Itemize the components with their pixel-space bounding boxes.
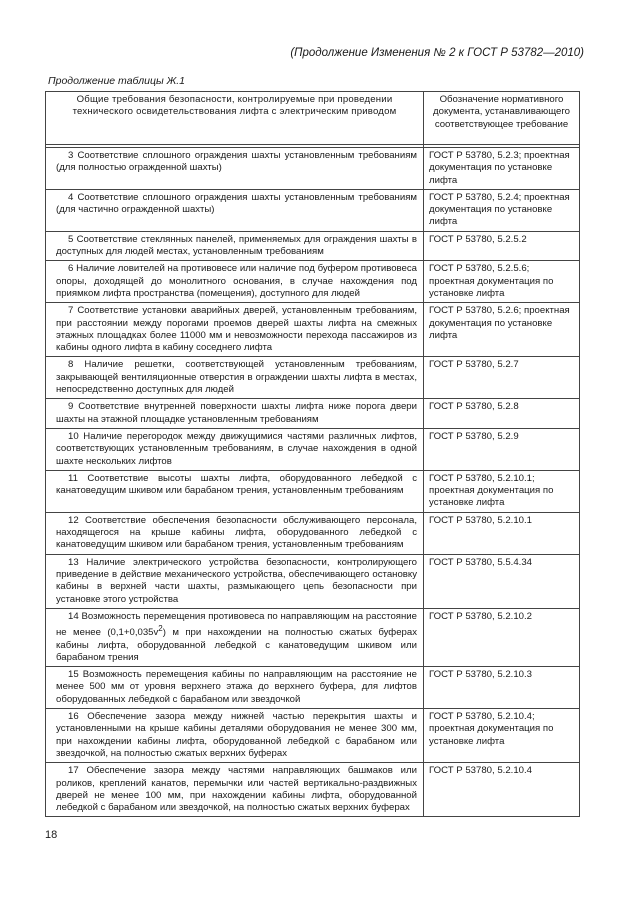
table-row (46, 148, 580, 190)
table-row (46, 709, 580, 763)
column-header-requirements: Общие требования безопасности, контролируемые при проведении технического освидетельствования лифта с электрическим приводом (46, 92, 424, 145)
table-row (46, 303, 580, 357)
table-row (46, 189, 580, 231)
table-caption: Продолжение таблицы Ж.1 (48, 75, 185, 87)
reference-cell: ГОСТ Р 53780, 5.2.10.4 (424, 763, 580, 817)
page-number: 18 (45, 829, 58, 841)
reference-cell: ГОСТ Р 53780, 5.2.8 (424, 399, 580, 429)
reference-cell: ГОСТ Р 53780, 5.2.6; проектная документация по установке лифта (424, 303, 580, 357)
requirement-cell: 6 Наличие ловителей на противовесе или наличие под буфером противовеса опоры, доходящей до монолитного основания, в случае нахождения под приямком лифта пространства (помещения), доступного для людей (46, 261, 424, 303)
table-row (46, 470, 580, 512)
requirement-cell: 3 Соответствие сплошного ограждения шахты установленным требованиям (для полностью огражденной шахты) (46, 148, 424, 190)
reference-cell: ГОСТ Р 53780, 5.2.5.6; проектная документация по установке лифта (424, 261, 580, 303)
requirement-cell: 4 Соответствие сплошного ограждения шахты установленным требованиям (для частично огражденной шахты) (46, 189, 424, 231)
table-row (46, 428, 580, 470)
requirement-cell: 7 Соответствие установки аварийных дверей, установленным требованиям, при расстоянии между порогами проемов дверей шахты лифта на смежных этажных площадках более 11000 мм и невозможности перехода пассажиров из кабины одного лифта в кабину соседнего лифта (46, 303, 424, 357)
reference-cell: ГОСТ Р 53780, 5.2.7 (424, 357, 580, 399)
reference-cell: ГОСТ Р 53780, 5.2.10.4; проектная документация по установке лифта (424, 709, 580, 763)
requirement-cell (46, 608, 424, 666)
continuation-header: (Продолжение Изменения № 2 к ГОСТ Р 53782—2010) (290, 47, 584, 59)
requirement-text-end: ) м при нахождении на полностью сжатых буферах кабины лифта, оборудованной лебедкой с канатоведущим шкивом или барабаном трения (56, 627, 417, 663)
table-row (46, 261, 580, 303)
table-row (46, 763, 580, 817)
reference-cell: ГОСТ Р 53780, 5.2.10.1; проектная документация по установке лифта (424, 470, 580, 512)
column-header-document: Обозначение нормативного документа, устанавливающего соответствующее требование (424, 92, 580, 145)
table-row (46, 512, 580, 554)
superscript-exponent: 2 (158, 624, 163, 634)
table-row (46, 399, 580, 429)
requirement-text-start: 14 Возможность перемещения противовеса по направляющим на расстояние не менее (0,1+0,035v (56, 610, 417, 639)
reference-cell: ГОСТ Р 53780, 5.2.10.2 (424, 608, 580, 666)
requirement-cell: 15 Возможность перемещения кабины по направляющим на расстояние не менее 500 мм от уровня верхнего этажа до верхнего буфера, для лифтов оборудованных лебедкой с барабаном или звездочкой (46, 667, 424, 709)
reference-cell: ГОСТ Р 53780, 5.2.5.2 (424, 231, 580, 261)
requirement-cell: 8 Наличие решетки, соответствующей установленным требованиям, закрывающей вентиляционные отверстия в ограждении шахты лифта в местах, непосредственно доступных для людей (46, 357, 424, 399)
requirement-cell: 17 Обеспечение зазора между частями направляющих башмаков или роликов, креплений канатов, перемычки или частей вертикально-раздвижных дверей не менее 100 мм, при нахождении кабины лифта, оборудованной лебедкой с барабаном или звездочкой, на полностью сжатых верхних буферах (46, 763, 424, 817)
requirement-cell: 16 Обеспечение зазора между нижней частью перекрытия шахты и установленными на крыше кабины деталями оборудования не менее 300 мм, при нахождении кабины лифта, оборудованной лебедкой с барабаном или звездочкой, на полностью сжатых верхних буферах (46, 709, 424, 763)
reference-cell: ГОСТ Р 53780, 5.2.4; проектная документация по установке лифта (424, 189, 580, 231)
table-row (46, 608, 580, 666)
reference-cell: ГОСТ Р 53780, 5.2.3; проектная документация по установке лифта (424, 148, 580, 190)
requirement-cell: 5 Соответствие стеклянных панелей, применяемых для ограждения шахты в доступных для людей местах, установленным требованиям (46, 231, 424, 261)
table-row (46, 554, 580, 608)
table-row (46, 667, 580, 709)
requirement-cell: 9 Соответствие внутренней поверхности шахты лифта ниже порога двери шахты на этажной площадке установленным требованиям (46, 399, 424, 429)
requirement-cell: 11 Соответствие высоты шахты лифта, оборудованного лебедкой с канатоведущим шкивом или барабаном трения, установленным требованиям (46, 470, 424, 512)
table-row (46, 231, 580, 261)
reference-cell: ГОСТ Р 53780, 5.2.10.3 (424, 667, 580, 709)
requirements-table (45, 91, 580, 817)
requirement-cell: 12 Соответствие обеспечения безопасности обслуживающего персонала, находящегося на крыше кабины лифта, оборудованного лебедкой с канатоведущим шкивом или барабаном трения, установленным требованиям (46, 512, 424, 554)
reference-cell: ГОСТ Р 53780, 5.5.4.34 (424, 554, 580, 608)
table-header-row (46, 92, 580, 145)
reference-cell: ГОСТ Р 53780, 5.2.9 (424, 428, 580, 470)
reference-cell: ГОСТ Р 53780, 5.2.10.1 (424, 512, 580, 554)
requirement-cell: 10 Наличие перегородок между движущимися частями различных лифтов, соответствующих установленным требованиям, в случае нахождения в одной шахте нескольких лифтов (46, 428, 424, 470)
table-row (46, 357, 580, 399)
requirement-cell: 13 Наличие электрического устройства безопасности, контролирующего приведение в действие механического устройства, обеспечивающего остановку кабины в верхней части шахты, размыкающего цепь безопасности при установке этого устройства (46, 554, 424, 608)
